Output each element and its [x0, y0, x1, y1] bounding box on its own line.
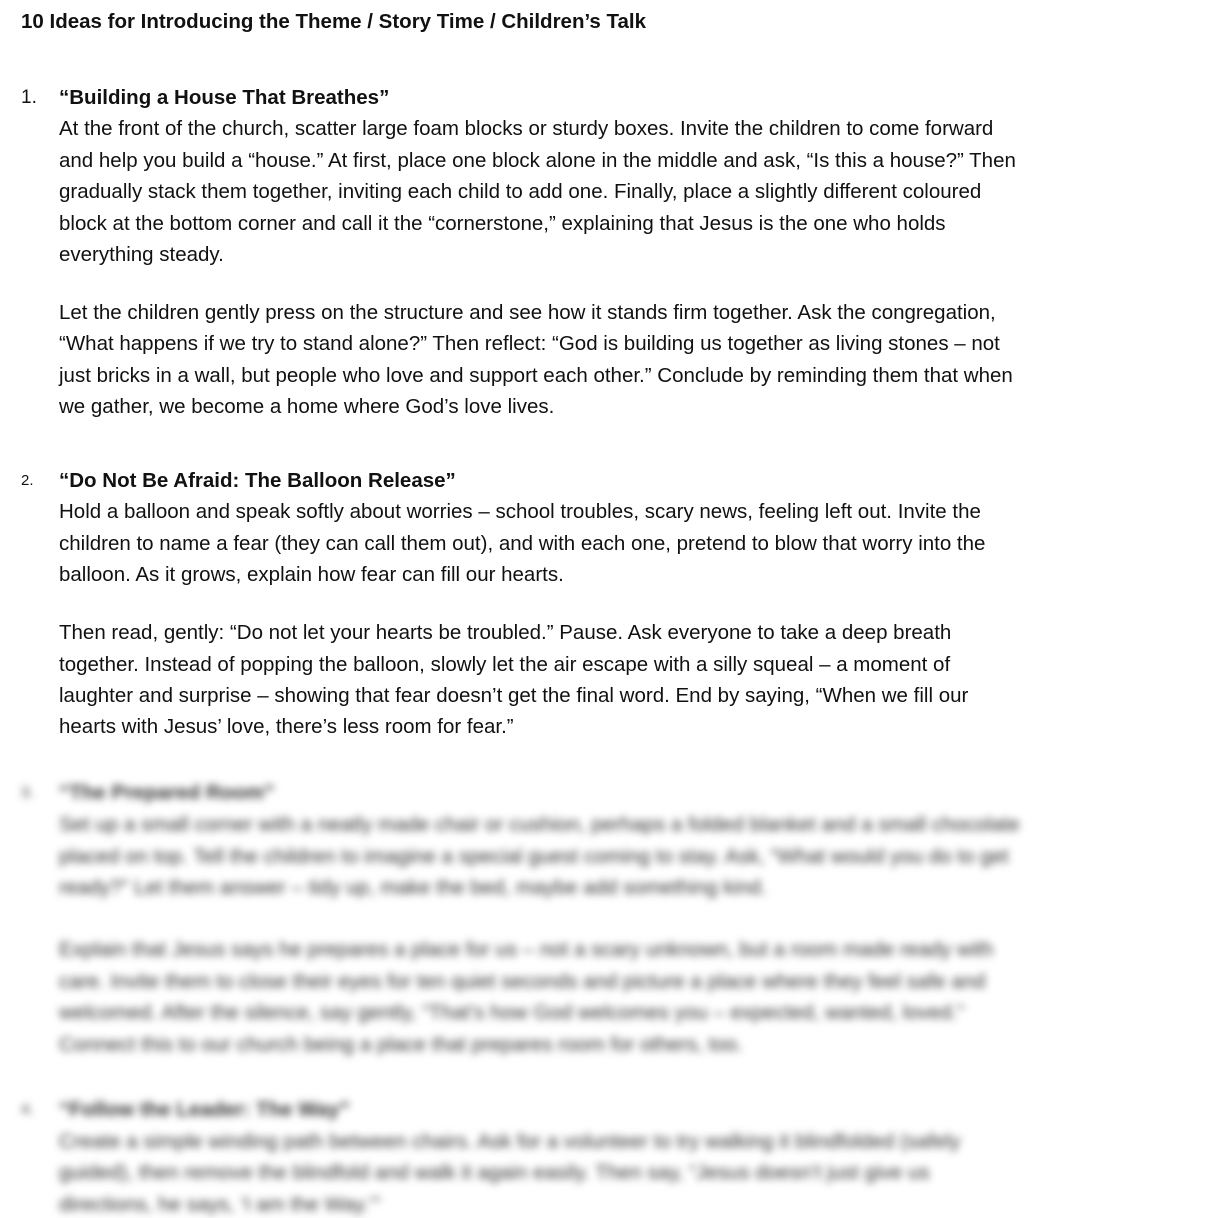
list-number: 1.	[21, 87, 37, 108]
body-line: children to name a fear (they can call them out), and with each one, pretend to blow that worry into the	[59, 532, 986, 555]
list-number: 2.	[21, 472, 34, 489]
body-line: balloon. As it grows, explain how fear can fill our hearts.	[59, 563, 564, 586]
body-line: care. Invite them to close their eyes for ten quiet seconds and picture a place where they feel safe and	[59, 970, 986, 993]
list-number: 4.	[21, 1101, 34, 1118]
list-number: 3.	[21, 784, 34, 801]
body-line: placed on top. Tell the children to imagine a special guest coming to stay. Ask, “What would you do to get	[59, 845, 1009, 868]
body-line: Then read, gently: “Do not let your hearts be troubled.” Pause. Ask everyone to take a deep breath	[59, 621, 952, 644]
body-line: together. Instead of popping the balloon, slowly let the air escape with a silly squeal – a moment of	[59, 653, 951, 676]
body-line: Hold a balloon and speak softly about worries – school troubles, scary news, feeling left out. Invite the	[59, 500, 981, 523]
body-line: At the front of the church, scatter large foam blocks or sturdy boxes. Invite the children to come forward	[59, 117, 994, 140]
idea-heading: “Do Not Be Afraid: The Balloon Release”	[59, 469, 456, 492]
body-line: hearts with Jesus’ love, there’s less room for fear.”	[59, 715, 514, 738]
body-line: gradually stack them together, inviting each child to add one. Finally, place a slightly different coloured	[59, 180, 982, 203]
body-line: Connect this to our church being a place that prepares room for others, too.	[59, 1033, 743, 1056]
document-title: 10 Ideas for Introducing the Theme / Story Time / Children’s Talk	[21, 10, 646, 33]
body-line: just bricks in a wall, but people who love and support each other.” Conclude by reminding them that when	[59, 364, 1013, 387]
body-line: directions, he says, ‘I am the Way.’”	[59, 1193, 381, 1216]
body-line: and help you build a “house.” At first, place one block alone in the middle and ask, “Is this a house?” Then	[59, 149, 1016, 172]
body-line: laughter and surprise – showing that fear doesn’t get the final word. End by saying, “When we fill our	[59, 684, 969, 707]
body-line: Let the children gently press on the structure and see how it stands firm together. Ask the congregation,	[59, 301, 996, 324]
body-line: ready?” Let them answer – tidy up, make the bed, maybe add something kind.	[59, 876, 767, 899]
body-line: block at the bottom corner and call it the “cornerstone,” explaining that Jesus is the one who holds	[59, 212, 946, 235]
body-line: we gather, we become a home where God’s love lives.	[59, 395, 555, 418]
body-line: Explain that Jesus says he prepares a place for us – not a scary unknown, but a room made ready with	[59, 938, 994, 961]
idea-heading: “The Prepared Room”	[59, 781, 275, 804]
idea-heading: “Follow the Leader: The Way”	[59, 1098, 350, 1121]
body-line: everything steady.	[59, 243, 224, 266]
body-line: guided), then remove the blindfold and walk it again easily. Then say, “Jesus doesn’t just give us	[59, 1161, 930, 1184]
body-line: welcomed. After the silence, say gently, “That’s how God welcomes you – expected, wanted, loved.”	[59, 1001, 965, 1024]
body-line: Set up a small corner with a neatly made chair or cushion, perhaps a folded blanket and a small chocolate	[59, 813, 1020, 836]
body-line: “What happens if we try to stand alone?” Then reflect: “God is building us together as living stones – not	[59, 332, 1000, 355]
idea-heading: “Building a House That Breathes”	[59, 86, 390, 109]
body-line: Create a simple winding path between chairs. Ask for a volunteer to try walking it blindfolded (safely	[59, 1130, 961, 1153]
